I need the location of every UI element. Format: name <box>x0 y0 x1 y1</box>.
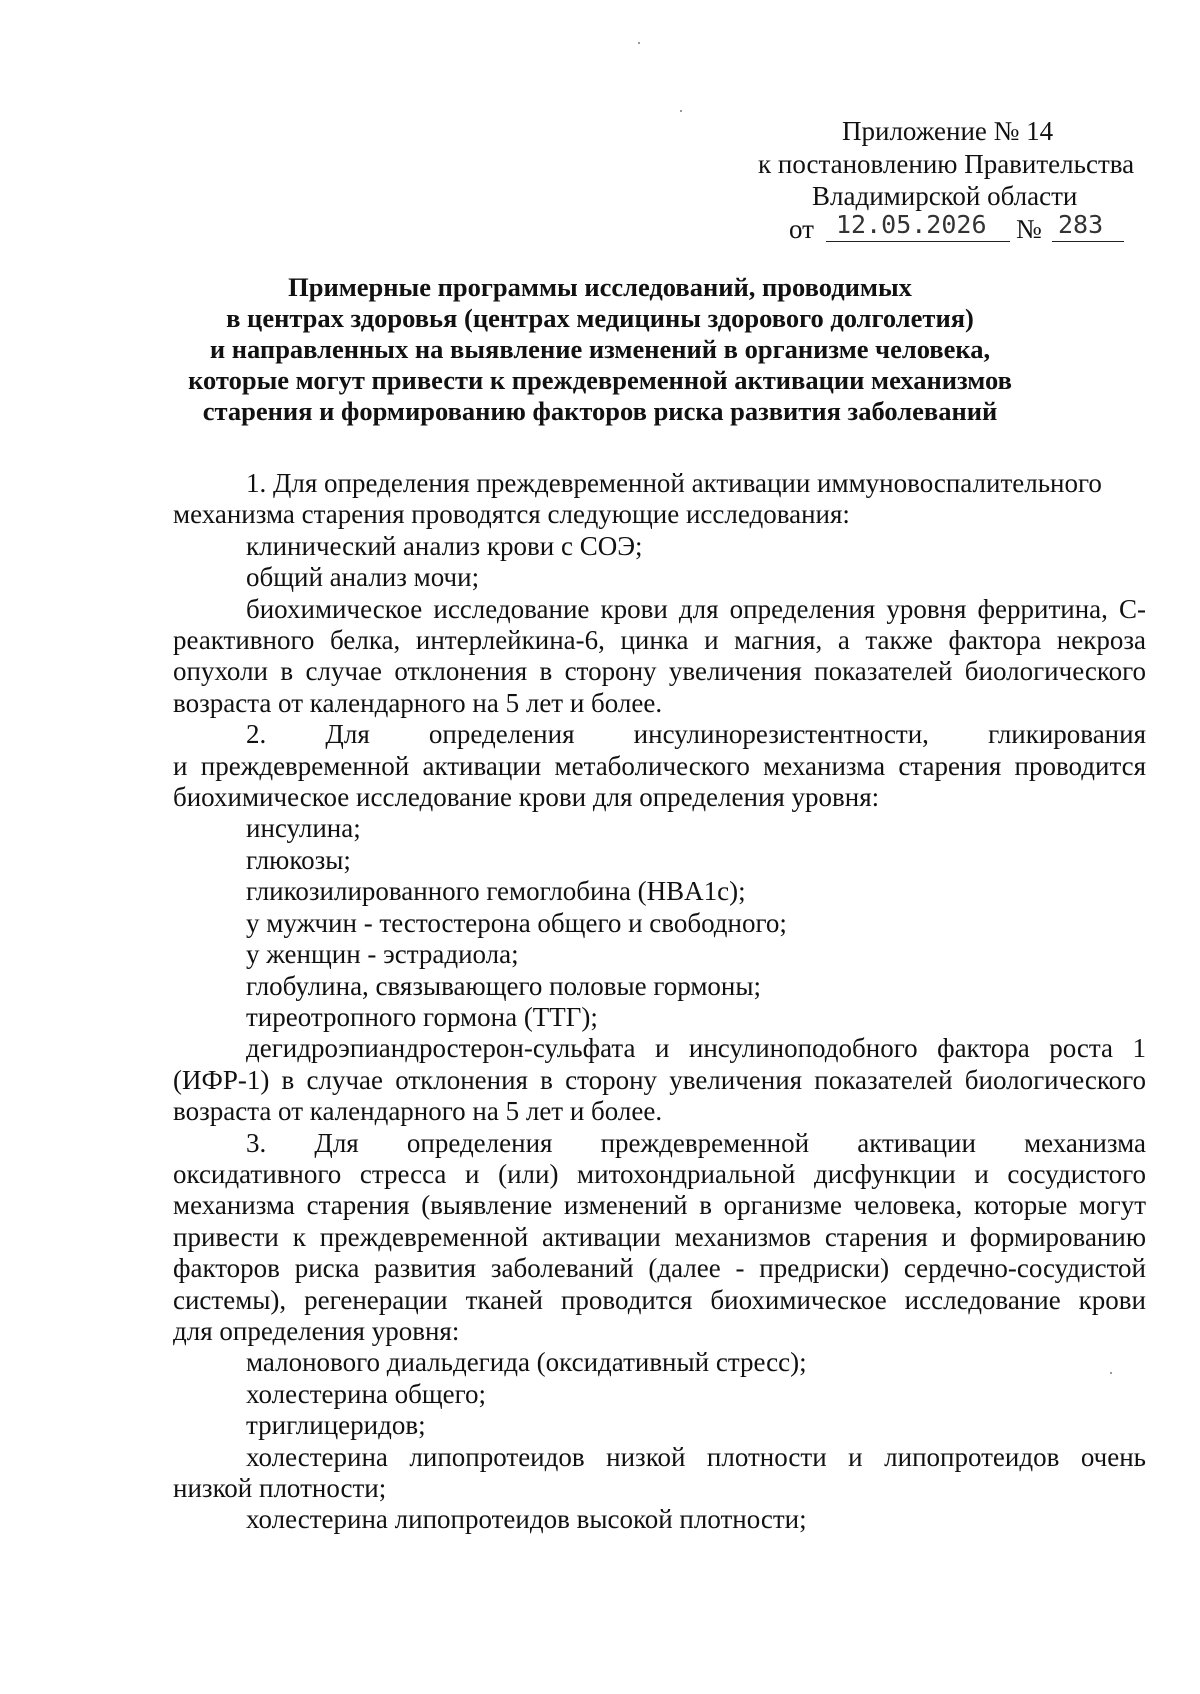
paragraph-3-line: привести к преждевременной активации механизмов старения и формированию <box>173 1221 1146 1252</box>
paragraph-2-line: и преждевременной активации метаболического механизма старения проводится <box>173 750 1146 781</box>
list-item: глюкозы; <box>246 844 351 875</box>
list-item-line: (ИФР-1) в случае отклонения в сторону увеличения показателей биологического <box>173 1064 1146 1095</box>
title-line: и направленных на выявление изменений в организме человека, <box>209 334 991 364</box>
scan-speck <box>680 110 682 112</box>
date-underline <box>826 241 1010 242</box>
title-line: старения и формированию факторов риска развития заболеваний <box>202 396 998 426</box>
list-item: клинический анализ крови с СОЭ; <box>246 530 643 561</box>
resolution-reference: к постановлению Правительства <box>758 149 1135 179</box>
paragraph-2-line: биохимическое исследование крови для определения уровня: <box>173 782 880 813</box>
list-item: триглицеридов; <box>246 1410 426 1441</box>
document-title <box>0 272 1200 427</box>
appendix-number: Приложение № 14 <box>842 116 1054 146</box>
list-item: инсулина; <box>246 813 361 844</box>
paragraph-3-line: системы), регенерации тканей проводится биохимическое исследование крови <box>173 1284 1146 1315</box>
date-value: 12.05.2026 <box>836 210 987 239</box>
list-item: холестерина липопротеидов высокой плотности; <box>246 1504 807 1535</box>
number-value: 283 <box>1058 210 1104 239</box>
region-name: Владимирской области <box>812 181 1078 211</box>
list-item-line: дегидроэпиандростерон-сульфата и инсулиноподобного фактора роста 1 <box>246 1033 1146 1064</box>
paragraph-3-line: оксидативного стресса и (или) митохондриальной дисфункции и сосудистого <box>173 1158 1146 1189</box>
document-body <box>173 468 1146 1536</box>
list-item: тиреотропного гормона (ТТГ); <box>246 1001 598 1032</box>
paragraph-1-line: механизма старения проводятся следующие исследования: <box>173 499 850 530</box>
date-prefix: от <box>789 214 814 244</box>
paragraph-2-line: 2. Для определения инсулинорезистентности, гликирования <box>246 719 1146 750</box>
list-item: гликозилированного гемоглобина (HBA1c); <box>246 876 746 907</box>
list-item-line: возраста от календарного на 5 лет и более. <box>173 1096 663 1127</box>
scan-speck <box>638 42 640 44</box>
list-item-line: биохимическое исследование крови для определения уровня ферритина, С- <box>246 593 1146 624</box>
number-underline <box>1052 241 1124 242</box>
title-line: которые могут привести к преждевременной активации механизмов <box>188 365 1012 395</box>
paragraph-3-line: для определения уровня: <box>173 1315 460 1346</box>
paragraph-3-line: факторов риска развития заболеваний (далее - предриски) сердечно-сосудистой <box>173 1253 1146 1284</box>
paragraph-1-line: 1. Для определения преждевременной активации иммуновоспалительного <box>246 468 1102 498</box>
title-line: в центрах здоровья (центрах медицины здорового долголетия) <box>226 303 974 333</box>
list-item: глобулина, связывающего половые гормоны; <box>246 970 761 1001</box>
list-item-line: возраста от календарного на 5 лет и более. <box>173 687 663 718</box>
list-item-line: опухоли в случае отклонения в сторону увеличения показателей биологического <box>173 656 1146 687</box>
list-item-line: холестерина липопротеидов низкой плотности и липопротеидов очень <box>246 1441 1146 1472</box>
list-item: у женщин - эстрадиола; <box>246 939 519 970</box>
number-prefix: № <box>1016 214 1042 244</box>
list-item: общий анализ мочи; <box>246 562 480 593</box>
list-item-line: низкой плотности; <box>173 1473 387 1503</box>
list-item-line: реактивного белка, интерлейкина-6, цинка и магния, а также фактора некроза <box>173 625 1146 656</box>
list-item: малонового диальдегида (оксидативный стресс); <box>246 1347 807 1378</box>
list-item: холестерина общего; <box>246 1378 487 1409</box>
paragraph-3-line: механизма старения (выявление изменений в организме человека, которые могут <box>173 1190 1146 1221</box>
paragraph-3-line: 3. Для определения преждевременной активации механизма <box>246 1127 1146 1158</box>
title-line: Примерные программы исследований, проводимых <box>288 272 912 302</box>
list-item: у мужчин - тестостерона общего и свободного; <box>246 907 787 938</box>
